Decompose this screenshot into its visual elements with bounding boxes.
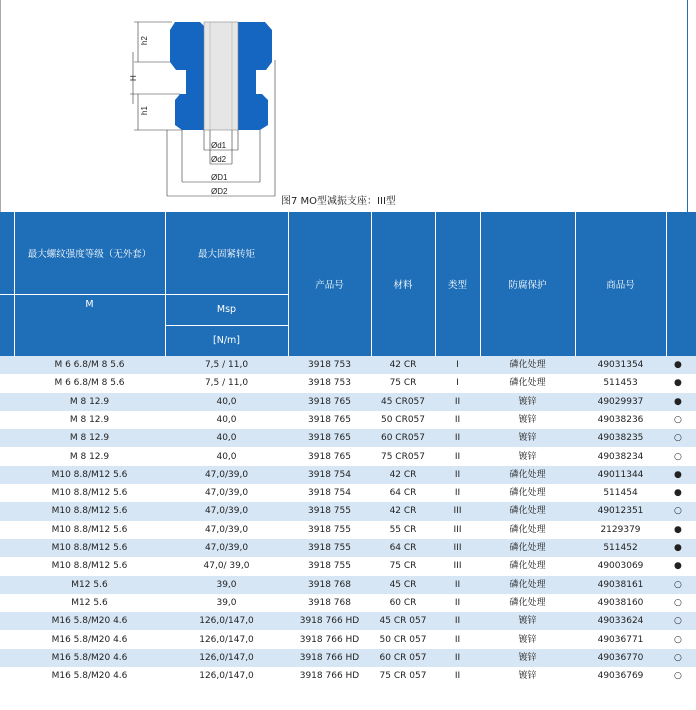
cell-torque: 47,0/ 39,0 (203, 561, 250, 572)
cell-type: II (454, 396, 461, 407)
cell-thread: M10 8.8/M12 5.6 (51, 506, 128, 517)
cell-protection: 磷化处理 (509, 488, 546, 499)
cell-thread: M10 8.8/M12 5.6 (51, 561, 128, 572)
cell-thread: M 8 12.9 (69, 414, 110, 425)
availability-mark: ● (674, 561, 682, 572)
availability-mark: ● (674, 378, 682, 389)
cell-torque: 126,0/147,0 (199, 652, 254, 663)
cell-product-no: 3918 754 (308, 488, 351, 499)
cell-item-no: 49036770 (597, 652, 644, 663)
table-row (0, 466, 696, 484)
cell-thread: M10 8.8/M12 5.6 (51, 524, 128, 535)
cell-torque: 39,0 (216, 597, 237, 608)
cell-type: III (453, 506, 462, 517)
cell-thread: M 8 12.9 (69, 396, 110, 407)
availability-mark: ● (674, 524, 682, 535)
cell-torque: 47,0/39,0 (204, 469, 249, 480)
cell-type: I (456, 378, 459, 389)
table-row (0, 393, 696, 411)
cell-thread: M16 5.8/M20 4.6 (51, 616, 128, 627)
cell-material: 45 CR (389, 579, 417, 590)
dim-label-dd1: ØD1 (211, 173, 228, 182)
cell-torque: 39,0 (216, 579, 237, 590)
figure-caption: 图7 MO型减振支座：III型 (281, 196, 396, 207)
cell-torque: 47,0/39,0 (204, 543, 249, 553)
cell-protection: 镀锌 (518, 396, 537, 407)
cell-protection: 镀锌 (518, 451, 537, 462)
availability-mark: ● (674, 396, 682, 407)
cell-protection: 镀锌 (518, 634, 537, 645)
table-row (0, 356, 696, 374)
cell-material: 42 CR (389, 506, 417, 517)
cell-type: II (454, 652, 461, 663)
cell-thread: M10 8.8/M12 5.6 (51, 488, 128, 499)
availability-mark: ● (674, 360, 682, 370)
cell-item-no: 511453 (603, 378, 638, 389)
cell-product-no: 3918 768 (308, 579, 351, 590)
availability-mark: ● (674, 488, 682, 499)
cell-material: 50 CR 057 (379, 634, 427, 645)
cell-protection: 镀锌 (518, 414, 537, 425)
cell-thread: M 6 6.8/M 8 5.6 (54, 360, 125, 370)
availability-mark: ○ (674, 579, 682, 590)
availability-mark: ○ (674, 506, 682, 517)
cell-material: 64 CR (389, 488, 417, 499)
cell-torque: 126,0/147,0 (199, 634, 254, 645)
header-material: 材料 (393, 280, 413, 291)
cell-type: III (453, 543, 462, 553)
table-row (0, 631, 696, 649)
cell-item-no: 49038160 (597, 597, 644, 608)
cell-torque: 40,0 (216, 396, 237, 407)
cell-thread: M 6 6.8/M 8 5.6 (54, 378, 125, 389)
cell-item-no: 49038235 (597, 433, 644, 444)
cell-torque: 40,0 (216, 451, 237, 462)
cell-thread: M16 5.8/M20 4.6 (51, 652, 128, 663)
cell-material: 60 CR 057 (379, 652, 427, 663)
cell-item-no: 2129379 (600, 524, 641, 535)
cell-item-no: 49038236 (597, 414, 644, 425)
header-product-no: 产品号 (315, 280, 344, 291)
dim-label-h: H (129, 75, 138, 81)
cell-protection: 镀锌 (518, 652, 537, 663)
cell-torque: 7,5 / 11,0 (204, 378, 249, 389)
cell-thread: M 8 12.9 (69, 451, 110, 462)
availability-mark: ○ (674, 671, 682, 682)
table-row (0, 667, 696, 685)
table-row (0, 448, 696, 466)
header-item-no: 商品号 (606, 280, 635, 291)
cell-thread: M16 5.8/M20 4.6 (51, 671, 128, 682)
cell-type: III (453, 561, 462, 572)
table-row (0, 612, 696, 630)
cell-torque: 47,0/39,0 (204, 506, 249, 517)
cell-material: 64 CR (389, 543, 417, 553)
cell-thread: M12 5.6 (71, 579, 108, 590)
cell-product-no: 3918 755 (308, 543, 351, 553)
cell-type: II (454, 616, 461, 627)
availability-mark: ○ (674, 414, 682, 425)
frame-right-border (687, 0, 688, 212)
cell-product-no: 3918 765 (308, 414, 351, 425)
availability-mark: ○ (674, 433, 682, 444)
cell-torque: 7,5 / 11,0 (204, 360, 249, 370)
cell-item-no: 49011344 (597, 469, 644, 480)
cell-thread: M16 5.8/M20 4.6 (51, 634, 128, 645)
cell-item-no: 49031354 (597, 360, 644, 370)
dim-label-d2: Ød2 (211, 155, 227, 164)
header-protection: 防腐保护 (508, 280, 547, 291)
mount-cross-section-drawing (120, 0, 420, 212)
cell-protection: 磷化处理 (509, 543, 546, 553)
dim-label-dd2: ØD2 (211, 187, 228, 196)
cell-torque: 40,0 (216, 433, 237, 444)
cell-material: 42 CR (389, 469, 417, 480)
header-type: 类型 (447, 280, 467, 291)
table-row (0, 411, 696, 429)
cell-item-no: 49029937 (597, 396, 644, 407)
cell-type: II (454, 634, 461, 645)
cell-product-no: 3918 766 HD (299, 652, 360, 663)
cell-product-no: 3918 755 (308, 561, 351, 572)
cell-item-no: 49036771 (597, 634, 644, 645)
cell-protection: 镀锌 (518, 616, 537, 627)
cell-type: I (456, 360, 459, 370)
cell-material: 45 CR 057 (379, 616, 427, 627)
cell-item-no: 511454 (603, 488, 638, 499)
cell-material: 75 CR 057 (379, 671, 427, 682)
cell-torque: 40,0 (216, 414, 237, 425)
cell-type: II (454, 451, 461, 462)
cell-product-no: 3918 766 HD (299, 634, 360, 645)
cell-product-no: 3918 766 HD (299, 671, 360, 682)
availability-mark: ○ (674, 597, 682, 608)
availability-mark: ○ (674, 634, 682, 645)
cell-thread: M10 8.8/M12 5.6 (51, 469, 128, 480)
table-row (0, 576, 696, 594)
table-row (0, 502, 696, 520)
header-torque-unit: [N/m] (213, 335, 240, 346)
cell-protection: 磷化处理 (509, 469, 546, 480)
header-torque-sub: Msp (216, 304, 237, 315)
cell-product-no: 3918 765 (308, 396, 351, 407)
cell-product-no: 3918 755 (308, 506, 351, 517)
cell-type: II (454, 469, 461, 480)
cell-protection: 磷化处理 (509, 506, 546, 517)
cell-material: 75 CR057 (380, 451, 426, 462)
cell-material: 55 CR (389, 524, 417, 535)
availability-mark: ● (674, 543, 682, 553)
cell-material: 60 CR057 (380, 433, 426, 444)
cell-product-no: 3918 768 (308, 597, 351, 608)
cell-material: 75 CR (389, 561, 417, 572)
cell-protection: 镀锌 (518, 671, 537, 682)
cell-protection: 磷化处理 (509, 579, 546, 590)
cell-product-no: 3918 765 (308, 451, 351, 462)
cell-type: II (454, 433, 461, 444)
header-thread-grade: 最大螺纹强度等级（无外套） (27, 249, 152, 260)
cell-item-no: 49012351 (597, 506, 644, 517)
table-row (0, 521, 696, 539)
cell-torque: 47,0/39,0 (204, 488, 249, 499)
cell-type: III (453, 524, 462, 535)
cell-protection: 磷化处理 (509, 561, 546, 572)
table-row (0, 557, 696, 575)
table-row (0, 594, 696, 612)
cell-product-no: 3918 766 HD (299, 616, 360, 627)
header-max-torque: 最大固紧转矩 (197, 249, 255, 260)
cell-product-no: 3918 755 (308, 524, 351, 535)
availability-mark: ○ (674, 652, 682, 663)
cell-material: 45 CR057 (380, 396, 426, 407)
cell-product-no: 3918 754 (308, 469, 351, 480)
cell-item-no: 49038234 (597, 451, 644, 462)
cell-item-no: 49003069 (597, 561, 644, 572)
cell-material: 60 CR (389, 597, 417, 608)
dim-label-h2: h2 (140, 36, 149, 45)
cell-item-no: 511452 (603, 543, 638, 553)
cell-item-no: 49033624 (597, 616, 644, 627)
cell-item-no: 49038161 (597, 579, 644, 590)
cell-protection: 镀锌 (518, 433, 537, 444)
cell-protection: 磷化处理 (509, 360, 546, 370)
cell-protection: 磷化处理 (509, 524, 546, 535)
cell-torque: 126,0/147,0 (199, 671, 254, 682)
cell-product-no: 3918 765 (308, 433, 351, 444)
cell-torque: 47,0/39,0 (204, 524, 249, 535)
cell-protection: 磷化处理 (509, 378, 546, 389)
cell-type: II (454, 579, 461, 590)
table-row (0, 539, 696, 557)
cell-torque: 126,0/147,0 (199, 616, 254, 627)
cell-material: 75 CR (389, 378, 417, 389)
metal-sleeve (204, 22, 238, 130)
cell-product-no: 3918 753 (308, 378, 351, 389)
table-row (0, 374, 696, 392)
dim-label-d1: Ød1 (211, 141, 227, 150)
frame-left-border (0, 0, 1, 212)
cell-product-no: 3918 753 (308, 360, 351, 370)
availability-mark: ○ (674, 451, 682, 462)
table-header (0, 212, 696, 356)
table-row (0, 429, 696, 447)
cell-type: II (454, 488, 461, 499)
table-row (0, 649, 696, 667)
cell-type: II (454, 671, 461, 682)
cell-thread: M 8 12.9 (69, 433, 110, 444)
cell-protection: 磷化处理 (509, 597, 546, 608)
cell-material: 50 CR057 (380, 414, 426, 425)
dim-label-h1: h1 (140, 106, 149, 115)
table-row (0, 484, 696, 502)
cell-item-no: 49036769 (597, 671, 644, 682)
figure-area (0, 0, 696, 212)
cell-thread: M10 8.8/M12 5.6 (51, 543, 128, 553)
header-thread-sub: M (85, 298, 94, 310)
availability-mark: ○ (674, 616, 682, 627)
cell-type: II (454, 597, 461, 608)
availability-mark: ● (674, 469, 682, 480)
cell-type: II (454, 414, 461, 425)
cell-material: 42 CR (389, 360, 417, 370)
cell-thread: M12 5.6 (71, 597, 108, 608)
